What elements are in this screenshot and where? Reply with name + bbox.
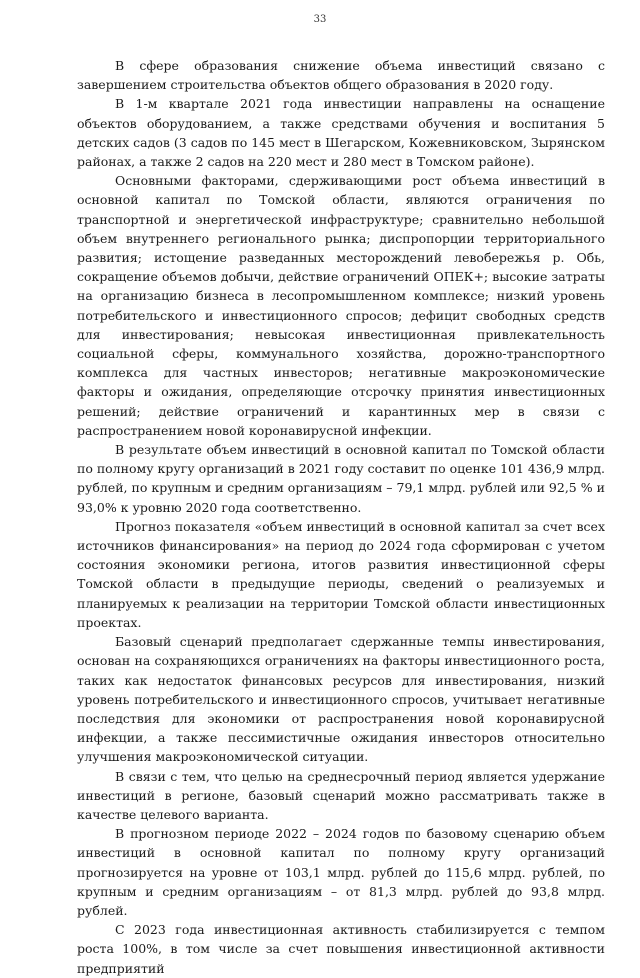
paragraph-base-scenario: Базовый сценарий предполагает сдержанные темпы инвестирования, основан на сохраняющихся ограничениях на факторы инвестиционного роста, таких как недостаток финансовых ресурсов для инвестирования, низкий уровень потребительского и инвестиционного спросов, учитывает негативные последствия для экономики от распространения новой коронавирусной инфекции, а также пессимистичные ожидания инвесторов относительно улучшения макроэкономической ситуации. bbox=[77, 634, 605, 765]
paragraph-2021-result: В результате объем инвестиций в основной капитал по Томской области по полному кругу организаций в 2021 году составит по оценке 101 436,9 млрд. рублей, по крупным и средним организациям – 79,1 млрд. рублей или 92,5 % и 93,0% к уровню 2020 года соответственно. bbox=[77, 442, 605, 515]
paragraph-forecast-basis: Прогноз показателя «объем инвестиций в основной капитал за счет всех источников финансирования» на период до 2024 года сформирован с учетом состояния экономики региона, итогов развития инвестиционной сферы Томской области в предыдущие периоды, сведений о реализуемых и планируемых к реализации на территории Томской области инвестиционных проектах. bbox=[77, 518, 605, 630]
paragraph-2023-activity: С 2023 года инвестиционная активность стабилизируется с темпом роста 100%, в том числе за счет повышения инвестиционной активности предприятий bbox=[77, 922, 605, 976]
paragraph-target-variant: В связи с тем, что целью на среднесрочный период является удержание инвестиций в регионе, базовый сценарий можно рассматривать также в качестве целевого варианта. bbox=[77, 768, 605, 822]
paragraph-q1-2021: В 1-м квартале 2021 года инвестиции направлены на оснащение объектов оборудованием, а также средствами обучения и воспитания 5 детских садов (3 садов по 145 мест в Шегарском, Кожевниковском, Зырянском районах, а также 2 садов на 220 мест и 280 мест в Томском районе). bbox=[77, 96, 605, 170]
page-number: 33 bbox=[313, 14, 327, 25]
body-text bbox=[77, 56, 605, 978]
paragraph-forecast-2022-2024: В прогнозном периоде 2022 – 2024 годов по базовому сценарию объем инвестиций в основной капитал по полному кругу организаций прогнозируется на уровне от 103,1 млрд. рублей до 115,6 млрд. рублей, по крупным и средним организациям – от 81,3 млрд. рублей до 93,8 млрд. рублей. bbox=[77, 826, 605, 918]
paragraph-constraining-factors: Основными факторами, сдерживающими рост объема инвестиций в основной капитал по Томской области, являются ограничения по транспортной и энергетической инфраструктуре; сравнительно небольшой объем внутреннего регионального рынка; диспропорции территориального развития; истощение разведанных месторождений левобережья р. Обь, сокращение объемов добычи, действие ограничений ОПЕК+; высокие затраты на организацию бизнеса в лесопромышленном комплексе; низкий уровень потребительского и инвестиционного спросов; дефицит свободных средств для инвестирования; невысокая инвестиционная привлекательность социальной сферы, коммунального хозяйства, дорожно-транспортного комплекса для частных инвесторов; негативные макроэкономические факторы и ожидания, определяющие отсрочку принятия инвестиционных решений; действие ограничений и карантинных мер в связи с распространением новой коронавирусной инфекции. bbox=[77, 173, 605, 438]
paragraph-education: В сфере образования снижение объема инвестиций связано с завершением строительства объектов общего образования в 2020 году. bbox=[77, 58, 605, 93]
